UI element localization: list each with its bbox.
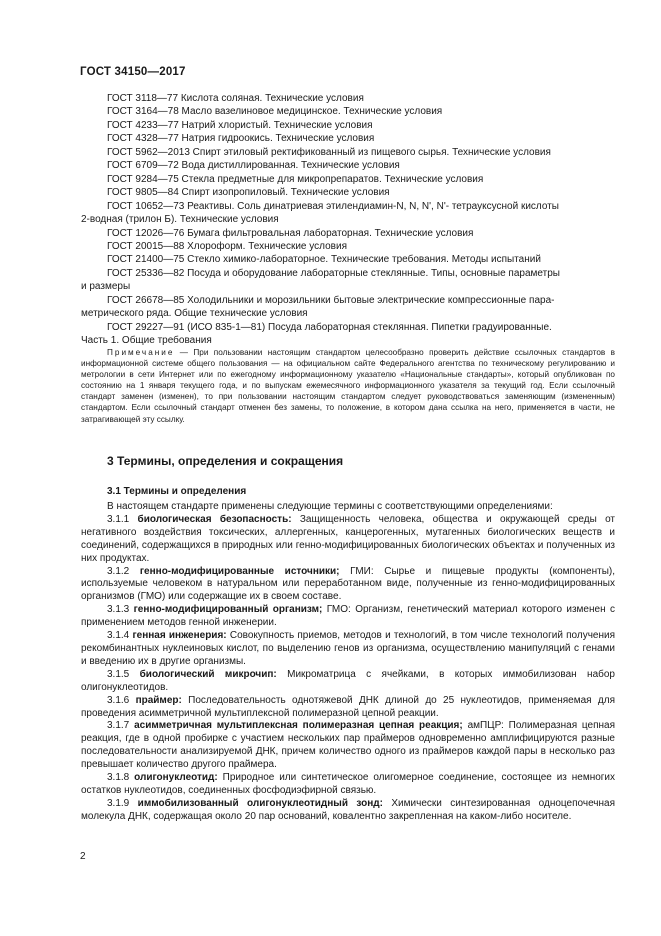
terms-intro: В настоящем стандарте применены следующие термины с соответствующими определениями:: [107, 501, 553, 512]
term-definition: [81, 514, 615, 566]
term-number: 3.1.6: [107, 694, 130, 706]
reference-item: ГОСТ 3118—77 Кислота соляная. Технические условия: [107, 93, 364, 104]
term-definition: [81, 720, 615, 772]
page-number: 2: [80, 851, 86, 862]
term-name: олигонуклеотид:: [134, 772, 218, 784]
terms-list: [81, 501, 615, 824]
reference-item-continuation: и размеры: [81, 281, 131, 293]
term-number: 3.1.3: [107, 604, 130, 616]
reference-item: ГОСТ 5962—2013 Спирт этиловый ректификованный из пищевого сырья. Технические условия: [107, 146, 551, 158]
term-number: 3.1.7: [107, 720, 130, 732]
term-name: праймер:: [135, 694, 182, 706]
term-number: 3.1.9: [107, 797, 130, 809]
term-name: генная инженерия:: [132, 630, 227, 642]
normative-references: [81, 92, 615, 348]
term-text: Защищенность человека, общества и окружающей среды от негативного воздействия токсических, аллергенных, канцерогенных, мутагенных биологических веществ и соединений, содержащихся в природных или генно-модифицированных биологических объектах и полученных из них продуктах.: [81, 513, 615, 564]
note-dash: —: [174, 348, 194, 357]
term-definition: [81, 669, 615, 695]
term-name: генно-модифицированные источники;: [139, 565, 340, 577]
reference-item: ГОСТ 9284—75 Стекла предметные для микропрепаратов. Технические условия: [107, 173, 484, 185]
reference-item: ГОСТ 4328—77 Натрия гидроокись. Технические условия: [107, 133, 375, 145]
term-text: Последовательность однотяжевой ДНК длиной до 25 нуклеотидов, применяемая для проведения асимметричной мультиплексной полимеразной цепной реакции.: [81, 694, 615, 719]
reference-item-continuation: метрического ряда. Общие технические условия: [81, 308, 308, 320]
term-text: амПЦР: Полимеразная цепная реакция, где в одной пробирке с участием нескольких пар праймеров одновременно амплифицируются разные последовательности анализируемой ДНК, причем количество одного из праймеров каждой пары в несколько раз превышает количество другого праймера.: [81, 720, 616, 771]
term-text: Микроматрица с ячейками, в которых иммобилизован набор олигонуклеотидов.: [81, 668, 615, 693]
reference-item: ГОСТ 20015—88 Хлороформ. Технические условия: [107, 240, 347, 252]
section-title: 3 Термины, определения и сокращения: [107, 454, 344, 468]
term-text: ГМИ: Сырье и пищевые продукты (компоненты), используемые человеком в натуральном или переработанном виде, полученные из генно-модифицированных организмов (ГМО) или содержащие их в своем составе.: [81, 565, 615, 603]
subsection-title: 3.1 Термины и определения: [107, 486, 247, 497]
reference-item: ГОСТ 29227—91 (ИСО 835-1—81) Посуда лабораторная стеклянная. Пипетки градуированные.: [107, 321, 552, 333]
reference-item: ГОСТ 4233—77 Натрий хлористый. Технические условия: [107, 119, 373, 131]
note-block: [81, 347, 615, 425]
term-name: биологический микрочип:: [139, 668, 277, 680]
term-number: 3.1.5: [107, 668, 130, 680]
term-number: 3.1.4: [107, 630, 130, 642]
term-text: Природное или синтетическое олигомерное соединение, состоящее из немногих остатков нуклеотидов, соединенных фосфодиэфирной связью.: [81, 772, 616, 796]
term-definition: [81, 630, 615, 669]
term-definition: [81, 798, 615, 824]
reference-item: ГОСТ 26678—85 Холодильники и морозильники бытовые электрические компрессионные пара-: [107, 294, 555, 306]
reference-item: ГОСТ 21400—75 Стекло химико-лабораторное. Технические требования. Методы испытаний: [107, 254, 541, 266]
term-number: 3.1.8: [107, 772, 130, 784]
reference-item: ГОСТ 10652—73 Реактивы. Соль динатриевая этилендиамин-N, N, N', N'- тетрауксусной кислоты: [107, 200, 559, 212]
term-definition: [81, 695, 615, 721]
reference-item-continuation: Часть 1. Общие требования: [81, 335, 212, 347]
note-label: Примечание: [107, 348, 175, 357]
term-name: биологическая безопасность:: [137, 513, 292, 525]
term-definition: [81, 566, 615, 605]
page-header: ГОСТ 34150—2017: [80, 66, 186, 78]
term-name: асимметричная мультиплексная полимеразная цепная реакция;: [134, 720, 463, 732]
reference-item: ГОСТ 12026—76 Бумага фильтровальная лабораторная. Технические условия: [107, 227, 474, 239]
reference-item-continuation: 2-водная (трилон Б). Технические условия: [81, 214, 279, 226]
term-name: генно-модифицированный организм;: [133, 604, 323, 616]
term-definition: [81, 604, 615, 630]
reference-item: ГОСТ 3164—78 Масло вазелиновое медицинское. Технические условия: [107, 106, 443, 118]
note-text: При пользовании настоящим стандартом целесообразно проверить действие ссылочных стандартов в информационной системе общего пользования — на официальном сайте Федерального агентства по техническому регулированию и метрологии в сети Интернет или по ежегодному информационному указателю «Национальные стандарты», который опубликован по состоянию на 1 января текущего года, и по выпускам ежемесячного информационного указателя за текущий год. Если ссылочный стандарт заменен (изменен), то при пользовании настоящим стандартом следует руководствоваться заменяющим (измененным) стандартом. Если ссылочный стандарт отменен без замены, то положение, в котором дана ссылка на него, применяется в части, не затрагивающей эту ссылку.: [81, 348, 615, 424]
term-text: Химически синтезированная одноцепочечная молекула ДНК, содержащая около 20 пар оснований, ковалентно закрепленная на каком-либо носителе.: [81, 797, 616, 822]
term-definition: [81, 772, 615, 798]
term-text: Совокупность приемов, методов и технологий, в том числе технологий получения рекомбинантных нуклеиновых кислот, по выделению генов из организма, осуществлению манипуляций с генами и введению их в другие организмы.: [81, 630, 616, 667]
term-number: 3.1.1: [107, 513, 130, 525]
term-text: ГМО: Организм, генетический материал которого изменен с применением методов генной инженерии.: [81, 604, 615, 629]
reference-item: ГОСТ 9805—84 Спирт изопропиловый. Технические условия: [107, 187, 390, 199]
reference-item: ГОСТ 6709—72 Вода дистиллированная. Технические условия: [107, 160, 400, 172]
reference-item: ГОСТ 25336—82 Посуда и оборудование лабораторные стеклянные. Типы, основные параметры: [107, 267, 560, 279]
term-number: 3.1.2: [107, 565, 130, 577]
term-name: иммобилизованный олигонуклеотидный зонд:: [137, 797, 383, 809]
